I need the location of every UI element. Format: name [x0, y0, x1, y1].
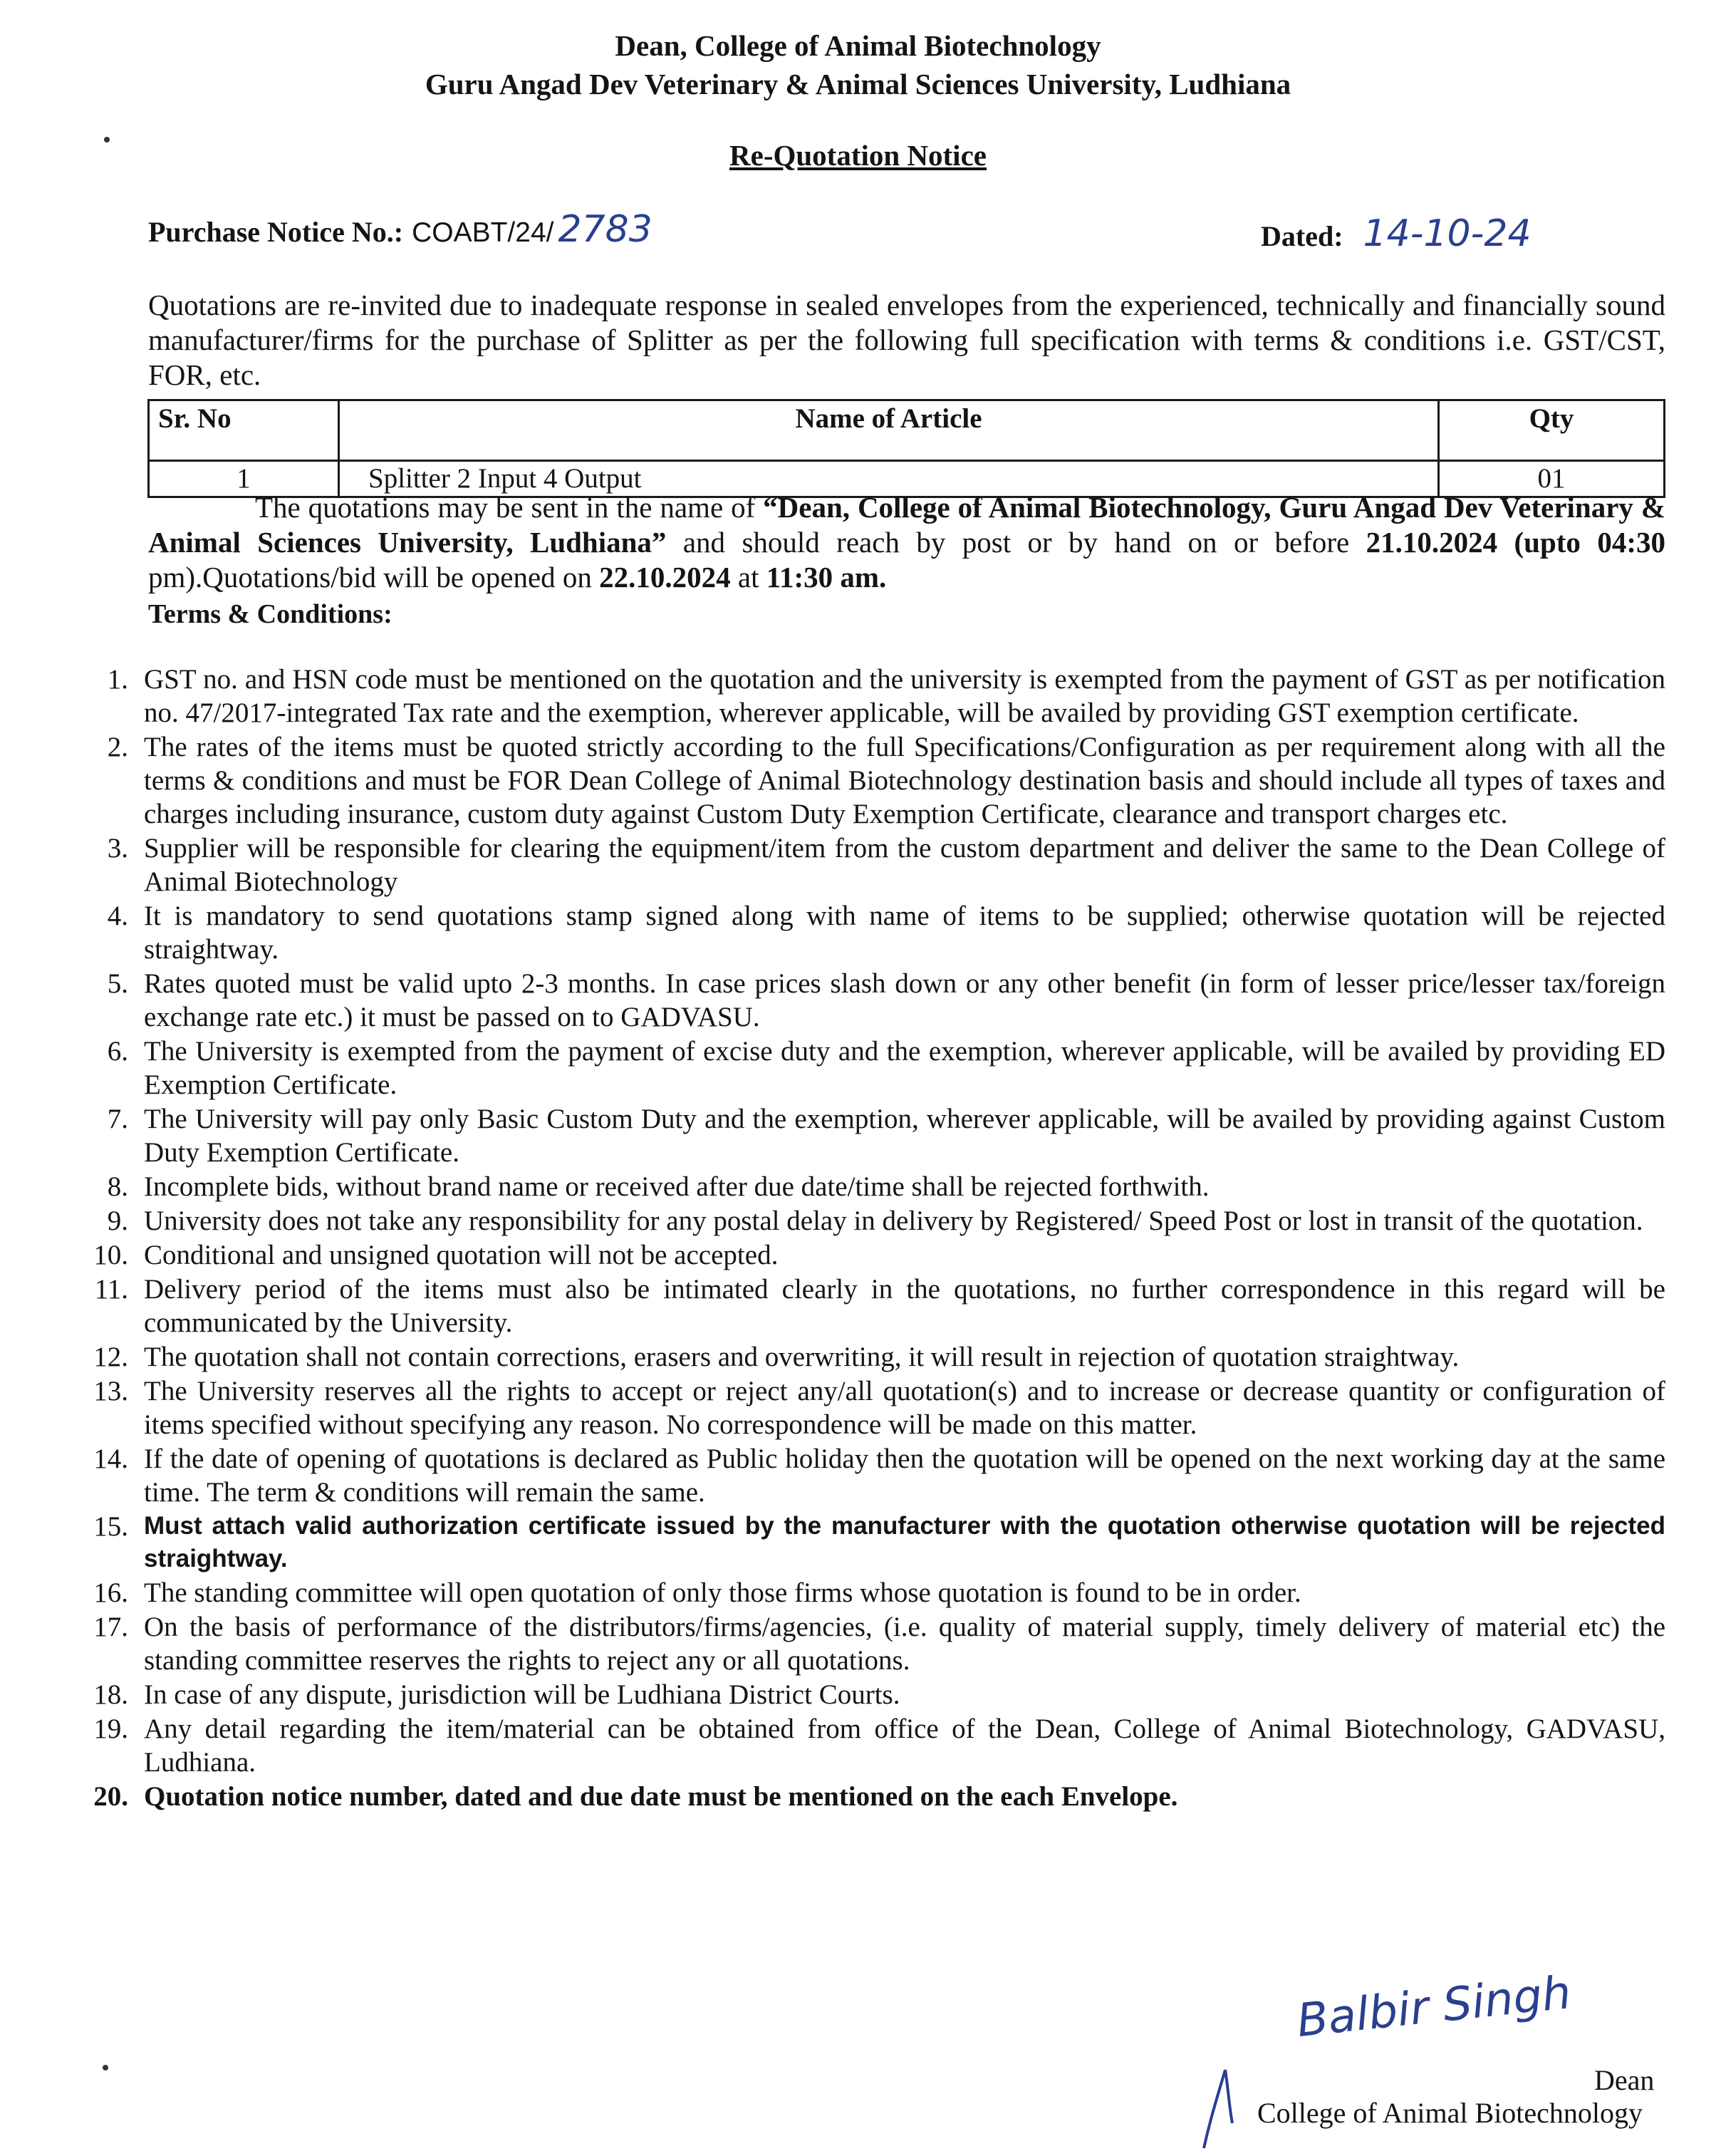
term-number: 1.	[107, 664, 128, 695]
term-text: Quotation notice number, dated and due date must be mentioned on the each Envelope.	[144, 1781, 1178, 1812]
list-item	[64, 1610, 1665, 1677]
term-number: 14.	[93, 1444, 128, 1474]
col-article-name: Name of Article	[339, 400, 1439, 461]
opening-time: 11:30 am.	[766, 561, 887, 594]
list-item	[64, 1374, 1665, 1441]
list-item	[64, 831, 1665, 898]
article-table-header	[149, 400, 1665, 461]
dated	[1261, 212, 1532, 255]
list-item	[64, 1678, 1665, 1711]
list-item	[64, 1510, 1665, 1575]
send-paragraph	[148, 490, 1665, 595]
dated-label: Dated:	[1261, 220, 1343, 252]
send-text-1: The quotations may be sent in the name of	[255, 491, 764, 524]
due-date: 21.10.2024 (upto 04:30	[1366, 526, 1665, 559]
term-text: The rates of the items must be quoted strictly according to the full Specifications/Configuration as per requirement along with all the terms & conditions and must be FOR Dean College of Animal Biotechnology destination basis and should include all types of taxes and charges including insurance, custom duty against Custom Duty Exemption Certificate, clearance and transport charges etc.	[144, 732, 1665, 829]
list-item	[64, 1238, 1665, 1272]
term-text: Must attach valid authorization certificate issued by the manufacturer with the quotation otherwise quotation will be rejected straightway.	[144, 1512, 1665, 1572]
term-text: University does not take any responsibility for any postal delay in delivery by Registered/ Speed Post or lost in transit of the quotation.	[144, 1206, 1643, 1236]
list-item	[64, 1273, 1665, 1339]
row-qty: 01	[1439, 461, 1665, 497]
col-sr-no: Sr. No	[149, 400, 339, 461]
signatory-title: Dean	[1594, 2064, 1655, 2096]
opening-date: 22.10.2024	[599, 561, 731, 594]
term-text: Conditional and unsigned quotation will not be accepted.	[144, 1240, 779, 1270]
signatory-office: College of Animal Biotechnology	[1257, 2097, 1643, 2129]
term-number: 19.	[93, 1714, 128, 1744]
term-number: 18.	[93, 1679, 128, 1710]
term-number: 15.	[93, 1511, 128, 1542]
term-number: 3.	[107, 833, 128, 864]
row-sr-no: 1	[149, 461, 339, 497]
term-text: In case of any dispute, jurisdiction will be Ludhiana District Courts.	[144, 1679, 900, 1710]
row-article: Splitter 2 Input 4 Output	[339, 461, 1439, 497]
term-text: The quotation shall not contain corrections, erasers and overwriting, it will result in rejection of quotation straightway.	[144, 1342, 1460, 1372]
send-text-3: pm).Quotations/bid will be opened on	[148, 561, 600, 594]
term-text: On the basis of performance of the distributors/firms/agencies, (i.e. quality of material supply, timely delivery of material etc) the standing committee reserves the rights to reject any or all quotations.	[144, 1612, 1665, 1676]
article-table	[147, 399, 1665, 498]
list-item	[64, 663, 1665, 730]
term-number: 6.	[107, 1036, 128, 1067]
term-number: 16.	[93, 1577, 128, 1608]
list-item	[64, 1780, 1665, 1813]
term-text: The standing committee will open quotation of only those firms whose quotation is found to be in order.	[144, 1577, 1301, 1608]
term-text: It is mandatory to send quotations stamp signed along with name of items to be supplied; otherwise quotation will be rejected straightway.	[144, 901, 1665, 965]
scan-speck	[103, 2065, 108, 2071]
purchase-notice-number: 2783	[558, 208, 652, 251]
handwritten-signature: Balbir Singh	[1294, 1966, 1574, 2048]
header-line-1: Dean, College of Animal Biotechnology	[615, 29, 1101, 62]
list-item	[64, 1102, 1665, 1169]
purchase-notice-prefix: COABT/24/	[412, 217, 554, 248]
term-text: Delivery period of the items must also be intimated clearly in the quotations, no further correspondence in this regard will be communicated by the University.	[144, 1274, 1665, 1338]
term-number: 7.	[107, 1104, 128, 1134]
term-text: Any detail regarding the item/material can be obtained from office of the Dean, College of Animal Biotechnology, GADVASU, Ludhiana.	[144, 1714, 1665, 1778]
term-number: 13.	[93, 1376, 128, 1406]
list-item	[64, 730, 1665, 831]
term-number: 4.	[107, 901, 128, 931]
list-item	[64, 1170, 1665, 1203]
terms-list	[64, 663, 1665, 1814]
col-qty: Qty	[1439, 400, 1665, 461]
term-number: 8.	[107, 1171, 128, 1202]
purchase-notice	[148, 208, 652, 251]
term-number: 5.	[107, 968, 128, 999]
term-text: The University will pay only Basic Custom Duty and the exemption, wherever applicable, will be availed by providing against Custom Duty Exemption Certificate.	[144, 1104, 1665, 1168]
term-text: Rates quoted must be valid upto 2-3 months. In case prices slash down or any other benefit (in form of lesser price/lesser tax/foreign exchange rate etc.) it must be passed on to GADVASU.	[144, 968, 1665, 1032]
signature-stroke	[1197, 2066, 1239, 2152]
term-text: Incomplete bids, without brand name or received after due date/time shall be rejected forthwith.	[144, 1171, 1210, 1202]
term-text: Supplier will be responsible for clearing the equipment/item from the custom department and deliver the same to the Dean College of Animal Biotechnology	[144, 833, 1665, 897]
term-number: 20.	[93, 1781, 128, 1812]
list-item	[64, 1340, 1665, 1374]
list-item	[64, 1442, 1665, 1509]
notice-title: Re-Quotation Notice	[729, 139, 987, 172]
purchase-notice-label: Purchase Notice No.:	[148, 216, 404, 248]
send-addressee: “Dean, College of Animal Biotechnology, Guru Angad Dev Veterinary & Animal Sciences University, Ludhiana”	[148, 491, 1665, 559]
list-item	[64, 967, 1665, 1034]
term-text: The University is exempted from the payment of excise duty and the exemption, wherever applicable, will be availed by providing ED Exemption Certificate.	[144, 1036, 1665, 1100]
list-item	[64, 1204, 1665, 1238]
send-text-2: and should reach by post or by hand on or before	[666, 526, 1366, 559]
list-item	[64, 1712, 1665, 1779]
send-text-4: at	[730, 561, 766, 594]
term-number: 17.	[93, 1612, 128, 1642]
terms-heading: Terms & Conditions:	[148, 599, 392, 629]
term-number: 11.	[94, 1274, 128, 1305]
scan-speck	[104, 137, 110, 142]
term-text: If the date of opening of quotations is declared as Public holiday then the quotation will be opened on the next working day at the same time. The term & conditions will remain the same.	[144, 1444, 1665, 1508]
notice-title-wrap	[0, 138, 1716, 172]
term-number: 10.	[93, 1240, 128, 1270]
intro-paragraph: Quotations are re-invited due to inadequate response in sealed envelopes from the experienced, technically and financially sound manufacturer/firms for the purchase of Splitter as per the following full specification with terms & conditions i.e. GST/CST, FOR, etc.	[148, 289, 1665, 391]
header-line-2: Guru Angad Dev Veterinary & Animal Sciences University, Ludhiana	[425, 68, 1291, 100]
term-number: 12.	[93, 1342, 128, 1372]
list-item	[64, 1576, 1665, 1610]
term-number: 2.	[107, 732, 128, 762]
term-text: GST no. and HSN code must be mentioned on the quotation and the university is exempted from the payment of GST as per notification no. 47/2017-integrated Tax rate and the exemption, wherever applicable, will be availed by providing GST exemption certificate.	[144, 664, 1665, 728]
term-text: The University reserves all the rights to accept or reject any/all quotation(s) and to increase or decrease quantity or configuration of items specified without specifying any reason. No correspondence will be made on this matter.	[144, 1376, 1665, 1440]
dated-value: 14-10-24	[1363, 212, 1532, 255]
list-item	[64, 1035, 1665, 1102]
term-number: 9.	[107, 1206, 128, 1236]
list-item	[64, 899, 1665, 966]
